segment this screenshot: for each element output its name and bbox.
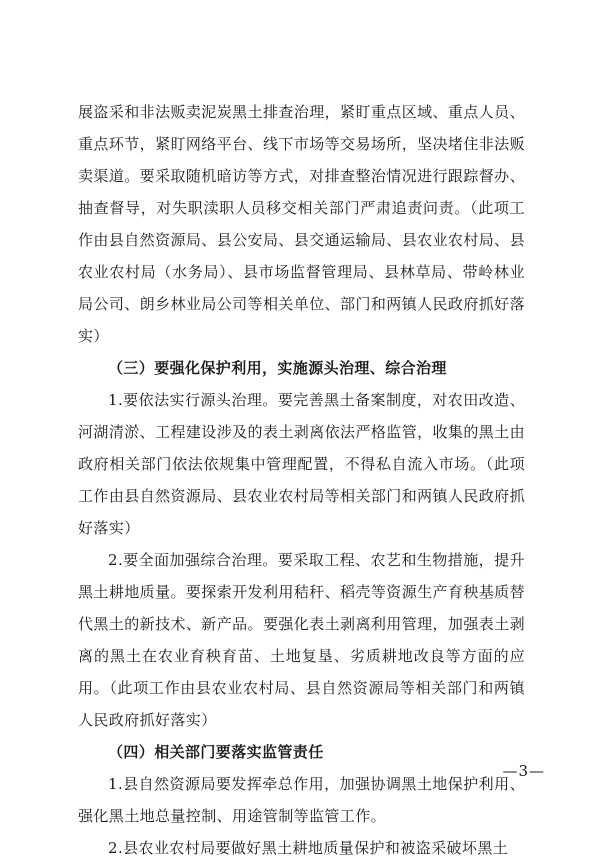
section-heading-4: （四）相关部门要落实监管责任 xyxy=(108,743,324,761)
paragraph-3-1: 1.要依法实行源头治理。要完善黑土备案制度，对农田改造、河湖清淤、工程建设涉及的表土剥离依法严格监管，收集的黑土由政府相关部门依法依规集中管理配置，不得私自流入市场。（此项工作由县自然资源局、县农业农村局等相关部门和两镇人民政府抓好落实） xyxy=(78,391,525,537)
paragraph-4-2: 2.县农业农村局要做好黑土耕地质量保护和被盗采破坏黑土 xyxy=(108,839,509,857)
paragraph-4-1: 1.县自然资源局要发挥牵总作用，加强协调黑土地保护利用、强化黑土地总量控制、用途管制等监管工作。 xyxy=(78,775,525,825)
paragraph-continued: 展盗采和非法贩卖泥炭黑土排查治理，紧盯重点区域、重点人员、重点环节，紧盯网络平台、线下市场等交易场所，坚决堵住非法贩卖渠道。要采取随机暗访等方式，对排查整治情况进行跟踪督办、抽查督导，对失职渎职人员移交相关部门严肃追责问责。（此项工作由县自然资源局、县公安局、县交通运输局、县农业农村局、县农业农村局（水务局）、县市场监督管理局、县林草局、带岭林业局公司、朗乡林业局公司等相关单位、部门和两镇人民政府抓好落实） xyxy=(78,103,525,345)
section-heading-3: （三）要强化保护利用，实施源头治理、综合治理 xyxy=(108,359,447,377)
page-number: —3— xyxy=(502,762,545,780)
document-body xyxy=(78,96,525,864)
paragraph-3-2: 2.要全面加强综合治理。要采取工程、农艺和生物措施，提升黑土耕地质量。要探索开发利用秸秆、稻壳等资源生产育秧基质替代黑土的新技术、新产品。要强化表土剥离利用管理，加强表土剥离的黑土在农业育秧育苗、土地复垦、劣质耕地改良等方面的应用。（此项工作由县农业农村局、县自然资源局等相关部门和两镇人民政府抓好落实） xyxy=(78,551,525,729)
